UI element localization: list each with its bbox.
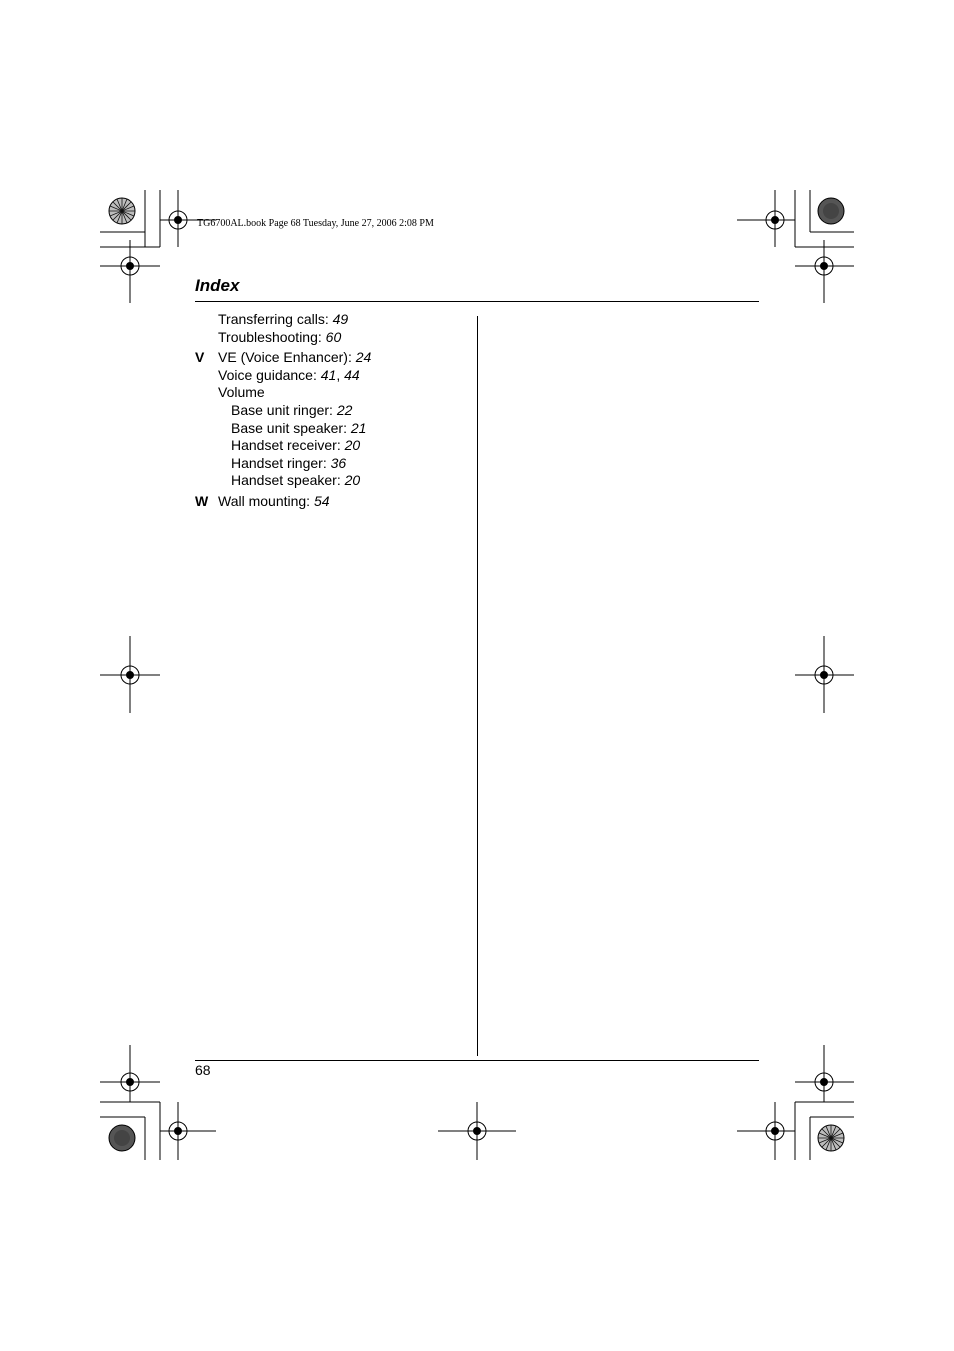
index-term: VE (Voice Enhancer): — [218, 349, 356, 366]
page-reference: 20 — [344, 472, 361, 489]
index-subentry — [195, 455, 470, 473]
registration-target-icon — [795, 240, 854, 303]
registration-target-icon — [737, 190, 795, 247]
index-subentry — [195, 437, 470, 455]
index-term: Base unit ringer: — [231, 401, 337, 418]
index-subentry — [195, 472, 470, 490]
color-bar-starburst-icon — [109, 198, 135, 224]
page-reference: 36 — [330, 454, 347, 471]
index-list — [195, 311, 470, 511]
index-letter: V — [195, 349, 205, 366]
index-term: Handset ringer: — [231, 454, 331, 471]
index-entry — [195, 384, 470, 402]
index-term: Troubleshooting: — [218, 328, 326, 345]
registration-target-icon — [160, 1102, 216, 1160]
registration-target-icon — [100, 240, 160, 303]
index-term: Voice guidance: — [218, 366, 321, 383]
registration-target-icon — [438, 1102, 516, 1160]
registration-target-icon — [795, 1045, 854, 1102]
page-reference: 20 — [344, 437, 361, 454]
registration-target-icon — [100, 636, 160, 713]
index-entry — [195, 349, 470, 367]
index-term: Wall mounting: — [218, 492, 314, 509]
footer-rule — [195, 1060, 759, 1061]
index-term: Handset receiver: — [231, 437, 345, 454]
page-reference: 49 — [332, 311, 349, 327]
page-number: 68 — [195, 1062, 211, 1078]
index-entry — [195, 493, 470, 511]
color-bar-starburst-icon — [818, 198, 844, 224]
index-term: Handset speaker: — [231, 472, 345, 489]
page-title: Index — [195, 276, 240, 295]
page-reference: 54 — [313, 492, 330, 509]
index-entry: Voice guidance: 41, 44 — [218, 366, 360, 383]
color-bar-starburst-icon — [818, 1125, 844, 1151]
index-subentry — [195, 402, 470, 420]
index-term: Volume — [218, 384, 265, 401]
registration-target-icon — [795, 636, 854, 713]
page-reference: 21 — [350, 419, 367, 436]
registration-target-icon — [737, 1102, 795, 1160]
index-subentry — [195, 420, 470, 438]
index-letter: W — [195, 492, 209, 509]
index-term: Base unit speaker: — [231, 419, 351, 436]
page-reference: 24 — [355, 349, 372, 366]
column-divider — [477, 316, 478, 1056]
page-reference: 22 — [336, 401, 353, 418]
page-reference: 60 — [325, 328, 342, 345]
registration-target-icon — [100, 1045, 160, 1102]
page-reference: 44 — [344, 366, 360, 383]
index-term: Transferring calls: — [218, 311, 333, 327]
index-entry — [195, 329, 470, 347]
header-rule — [195, 301, 759, 302]
page-reference: 41 — [320, 366, 337, 383]
index-entry — [195, 311, 470, 329]
color-bar-starburst-icon — [109, 1125, 135, 1151]
book-file-header: TG6700AL.book Page 68 Tuesday, June 27, 2006 2:08 PM — [197, 218, 434, 229]
